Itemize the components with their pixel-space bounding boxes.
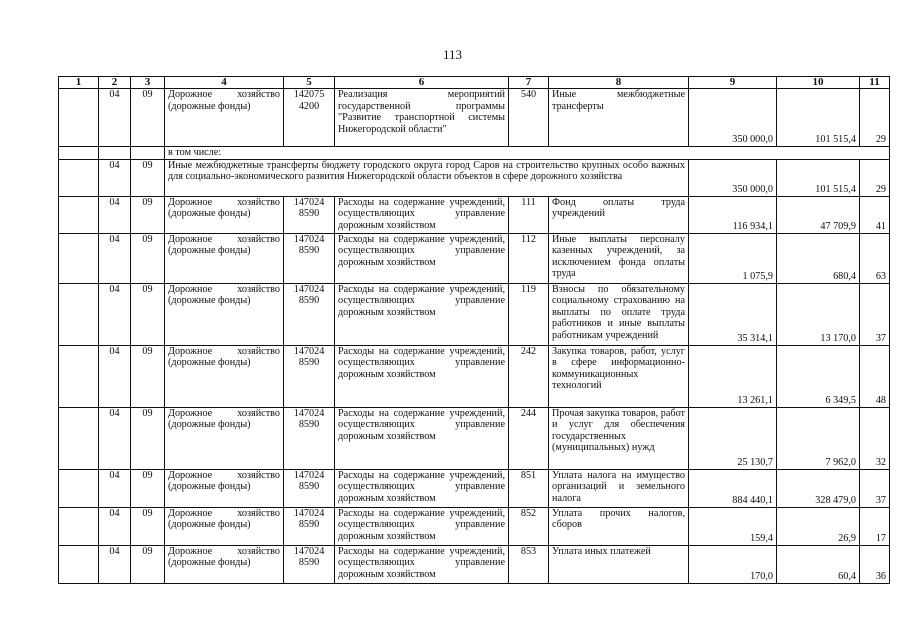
cell-target-code: 147024 8590 (284, 407, 335, 469)
header-cell: 4 (165, 77, 284, 89)
cell-target-name: Расходы на содержание учреждений, осуществляющих управление дорожным хозяйством (335, 233, 509, 283)
cell-section: 04 (99, 233, 131, 283)
cell-percent: 37 (860, 283, 890, 345)
cell-expense-type: 112 (509, 233, 549, 283)
page-number: 113 (442, 47, 463, 62)
cell-subsection: 09 (131, 545, 165, 583)
cell-expense-type: 242 (509, 345, 549, 407)
cell-empty (59, 283, 99, 345)
cell-empty (59, 233, 99, 283)
cell-empty (59, 196, 99, 233)
cell-target-code: 147024 8590 (284, 469, 335, 507)
cell-target-name: Реализация мероприятий государственной программы "Развитие транспортной системы Нижегородской области" (335, 89, 509, 147)
cell-target-name: Расходы на содержание учреждений, осуществляющих управление дорожным хозяйством (335, 345, 509, 407)
cell-actual: 680,4 (777, 233, 860, 283)
cell-plan: 1 075,9 (689, 233, 777, 283)
cell-expense-type: 851 (509, 469, 549, 507)
cell-actual: 26,9 (777, 507, 860, 545)
cell-subsection: 09 (131, 233, 165, 283)
cell-subsection: 09 (131, 89, 165, 147)
cell-percent: 36 (860, 545, 890, 583)
cell-target-code: 147024 8590 (284, 345, 335, 407)
cell-percent: 48 (860, 345, 890, 407)
cell-empty (59, 89, 99, 147)
cell-section: 04 (99, 345, 131, 407)
cell-actual: 328 479,0 (777, 469, 860, 507)
cell-expense-name: Фонд оплаты труда учреждений (549, 196, 689, 233)
cell-percent: 17 (860, 507, 890, 545)
header-cell: 11 (860, 77, 890, 89)
cell-target-name: Расходы на содержание учреждений, осуществляющих управление дорожным хозяйством (335, 469, 509, 507)
cell-target-code: 147024 8590 (284, 507, 335, 545)
cell-actual: 6 349,5 (777, 345, 860, 407)
header-cell: 2 (99, 77, 131, 89)
cell-percent: 29 (860, 159, 890, 196)
cell-empty (131, 147, 165, 160)
cell-subsection: 09 (131, 196, 165, 233)
header-cell: 8 (549, 77, 689, 89)
budget-table (58, 76, 890, 584)
table-row (59, 283, 890, 345)
header-row (59, 77, 890, 89)
cell-section: 04 (99, 545, 131, 583)
cell-actual: 101 515,4 (777, 89, 860, 147)
cell-empty (99, 147, 131, 160)
table-row (59, 407, 890, 469)
cell-expense-name: Уплата налога на имущество организаций и земельного налога (549, 469, 689, 507)
cell-subsection: 09 (131, 507, 165, 545)
cell-name: Дорожное хозяйство (дорожные фонды) (165, 89, 284, 147)
cell-actual: 60,4 (777, 545, 860, 583)
cell-expense-type: 111 (509, 196, 549, 233)
table-row (59, 233, 890, 283)
cell-plan: 884 440,1 (689, 469, 777, 507)
cell-expense-name: Прочая закупка товаров, работ и услуг для обеспечения государственных (муниципальных) нужд (549, 407, 689, 469)
header-cell: 3 (131, 77, 165, 89)
cell-target-code: 147024 8590 (284, 545, 335, 583)
cell-empty (59, 147, 99, 160)
cell-empty (59, 159, 99, 196)
cell-expense-type: 119 (509, 283, 549, 345)
cell-empty (59, 407, 99, 469)
cell-target-code: 147024 8590 (284, 233, 335, 283)
cell-percent: 41 (860, 196, 890, 233)
cell-expense-type: 244 (509, 407, 549, 469)
cell-section: 04 (99, 507, 131, 545)
cell-name: Дорожное хозяйство (дорожные фонды) (165, 345, 284, 407)
cell-section: 04 (99, 469, 131, 507)
cell-name: Дорожное хозяйство (дорожные фонды) (165, 507, 284, 545)
cell-section: 04 (99, 159, 131, 196)
cell-plan: 13 261,1 (689, 345, 777, 407)
table-row (59, 507, 890, 545)
cell-transfer-description: Иные межбюджетные трансферты бюджету городского округа город Саров на строительство крупных особо важных для социально-экономического развития Нижегородской области объектов в сфере дорожного хозяйства (165, 159, 689, 196)
cell-name: Дорожное хозяйство (дорожные фонды) (165, 407, 284, 469)
cell-name: Дорожное хозяйство (дорожные фонды) (165, 283, 284, 345)
cell-empty (59, 545, 99, 583)
header-cell: 7 (509, 77, 549, 89)
cell-actual: 101 515,4 (777, 159, 860, 196)
table-row (59, 196, 890, 233)
table-row (59, 345, 890, 407)
cell-expense-name: Уплата иных платежей (549, 545, 689, 583)
transfer-row (59, 159, 890, 196)
table-row (59, 469, 890, 507)
cell-plan: 25 130,7 (689, 407, 777, 469)
table-row (59, 89, 890, 147)
cell-expense-type: 853 (509, 545, 549, 583)
header-cell: 1 (59, 77, 99, 89)
cell-percent: 32 (860, 407, 890, 469)
cell-section: 04 (99, 283, 131, 345)
header-cell: 6 (335, 77, 509, 89)
cell-plan: 35 314,1 (689, 283, 777, 345)
cell-expense-name: Взносы по обязательному социальному страхованию на выплаты по оплате труда работников и иные выплаты работникам учреждений (549, 283, 689, 345)
cell-plan: 159,4 (689, 507, 777, 545)
cell-name: Дорожное хозяйство (дорожные фонды) (165, 545, 284, 583)
cell-expense-name: Иные выплаты персоналу казенных учреждений, за исключением фонда оплаты труда (549, 233, 689, 283)
including-label: в том числе: (165, 147, 890, 160)
cell-target-code: 147024 8590 (284, 283, 335, 345)
cell-target-name: Расходы на содержание учреждений, осуществляющих управление дорожным хозяйством (335, 283, 509, 345)
cell-subsection: 09 (131, 159, 165, 196)
cell-name: Дорожное хозяйство (дорожные фонды) (165, 196, 284, 233)
cell-target-code: 142075 4200 (284, 89, 335, 147)
cell-section: 04 (99, 196, 131, 233)
cell-subsection: 09 (131, 283, 165, 345)
cell-target-code: 147024 8590 (284, 196, 335, 233)
cell-plan: 170,0 (689, 545, 777, 583)
cell-expense-type: 852 (509, 507, 549, 545)
cell-section: 04 (99, 407, 131, 469)
cell-expense-type: 540 (509, 89, 549, 147)
including-row (59, 147, 890, 160)
cell-expense-name: Уплата прочих налогов, сборов (549, 507, 689, 545)
cell-name: Дорожное хозяйство (дорожные фонды) (165, 469, 284, 507)
cell-actual: 7 962,0 (777, 407, 860, 469)
cell-subsection: 09 (131, 469, 165, 507)
cell-plan: 350 000,0 (689, 89, 777, 147)
table-row (59, 545, 890, 583)
cell-percent: 37 (860, 469, 890, 507)
cell-expense-name: Иные межбюджетные трансферты (549, 89, 689, 147)
cell-empty (59, 507, 99, 545)
header-cell: 9 (689, 77, 777, 89)
cell-target-name: Расходы на содержание учреждений, осуществляющих управление дорожным хозяйством (335, 407, 509, 469)
cell-target-name: Расходы на содержание учреждений, осуществляющих управление дорожным хозяйством (335, 545, 509, 583)
cell-subsection: 09 (131, 407, 165, 469)
cell-target-name: Расходы на содержание учреждений, осуществляющих управление дорожным хозяйством (335, 507, 509, 545)
header-cell: 10 (777, 77, 860, 89)
cell-empty (59, 345, 99, 407)
cell-plan: 350 000,0 (689, 159, 777, 196)
cell-section: 04 (99, 89, 131, 147)
cell-subsection: 09 (131, 345, 165, 407)
cell-percent: 29 (860, 89, 890, 147)
cell-plan: 116 934,1 (689, 196, 777, 233)
cell-actual: 47 709,9 (777, 196, 860, 233)
cell-empty (59, 469, 99, 507)
header-cell: 5 (284, 77, 335, 89)
cell-actual: 13 170,0 (777, 283, 860, 345)
cell-target-name: Расходы на содержание учреждений, осуществляющих управление дорожным хозяйством (335, 196, 509, 233)
cell-expense-name: Закупка товаров, работ, услуг в сфере информационно-коммуникационных технологий (549, 345, 689, 407)
cell-percent: 63 (860, 233, 890, 283)
cell-name: Дорожное хозяйство (дорожные фонды) (165, 233, 284, 283)
